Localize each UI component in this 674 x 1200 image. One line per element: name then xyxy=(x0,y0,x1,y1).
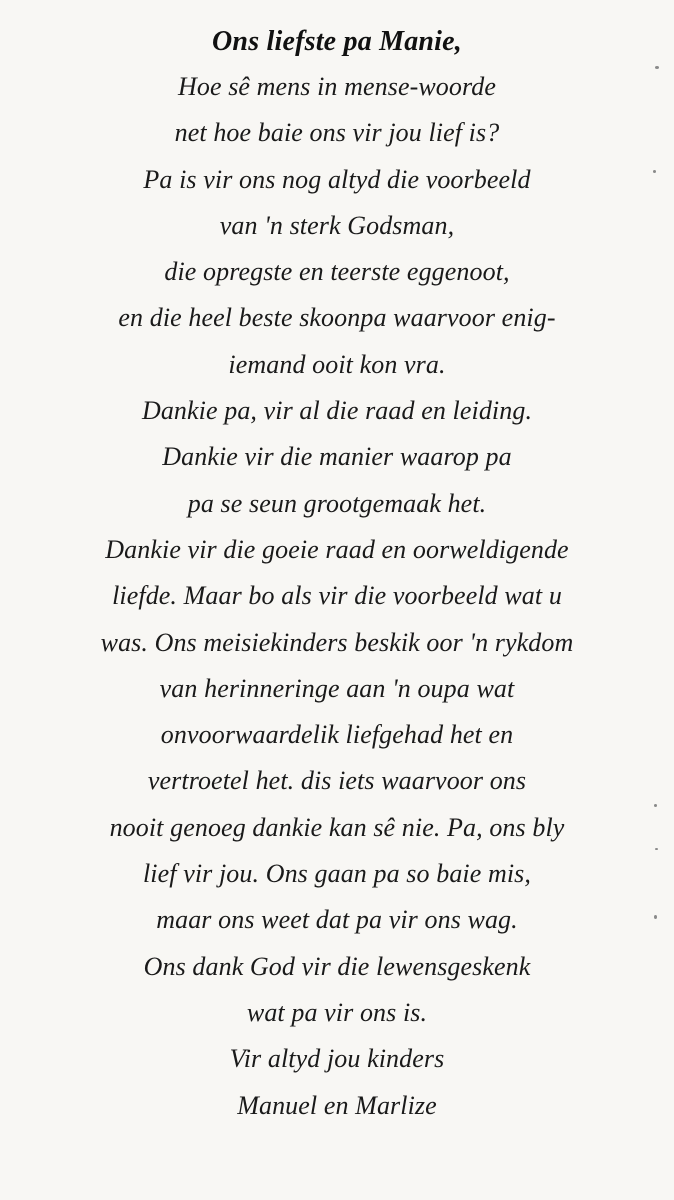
letter-line: wat pa vir ons is. xyxy=(246,997,428,1027)
letter-line: en die heel beste skoonpa waarvoor enig- xyxy=(118,303,556,333)
letter-line: maar ons weet dat pa vir ons wag. xyxy=(156,905,518,935)
letter-line: liefde. Maar bo als vir die voorbeeld wat u xyxy=(112,581,562,611)
letter-line: net hoe baie ons vir jou lief is? xyxy=(174,118,500,148)
letter-line: Hoe sê mens in mense-woorde xyxy=(177,72,496,101)
letter-line: iemand ooit kon vra. xyxy=(228,349,446,379)
letter-line: Manuel en Marlize xyxy=(237,1090,437,1120)
letter-line: Ons dank God vir die lewensgeskenk xyxy=(143,951,531,981)
letter-line: vertroetel het. dis iets waarvoor ons xyxy=(147,766,527,796)
scan-speck xyxy=(655,848,658,850)
letter-line: pa se seun grootgemaak het. xyxy=(187,488,487,518)
letter-body xyxy=(0,20,674,1129)
letter-line: Dankie pa, vir al die raad en leiding. xyxy=(141,396,533,426)
letter-line: Pa is vir ons nog altyd die voorbeeld xyxy=(143,164,531,194)
letter-line: onvoorwaardelik liefgehad het en xyxy=(160,720,514,750)
letter-line: van herinneringe aan 'n oupa wat xyxy=(159,673,515,703)
letter-line: lief vir jou. Ons gaan pa so baie mis, xyxy=(142,859,531,889)
scan-speck xyxy=(654,915,657,919)
letter-line: Dankie vir die manier waarop pa xyxy=(162,442,512,472)
scan-speck xyxy=(654,804,657,807)
letter-line: Vir altyd jou kinders xyxy=(229,1044,445,1074)
letter-line: nooit genoeg dankie kan sê nie. Pa, ons bly xyxy=(109,812,565,842)
scan-speck xyxy=(655,66,659,69)
letter-line: Dankie vir die goeie raad en oorweldigende xyxy=(105,534,569,564)
letter-line: was. Ons meisiekinders beskik oor 'n rykdom xyxy=(100,627,574,657)
letter-line: die opregste en teerste eggenoot, xyxy=(164,257,510,287)
scan-speck xyxy=(653,170,656,173)
letter-line: van 'n sterk Godsman, xyxy=(219,210,455,240)
letter-title: Ons liefste pa Manie, xyxy=(212,26,462,57)
